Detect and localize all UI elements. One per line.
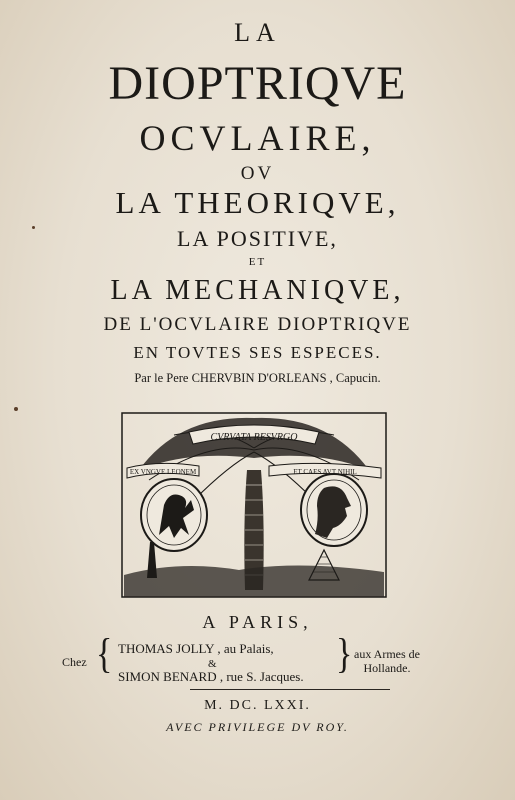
imprint-city: A PARIS, [202,612,313,632]
title-et: ET [248,256,267,268]
motto-left: EX VNGVE LEONEM [129,468,197,476]
printers-emblem [119,410,389,600]
imprint-rule [190,689,390,690]
foxing-spot [14,407,18,411]
title-oculaire: OCVLAIRE, [139,118,376,158]
imprint-date: M. DC. LXXI. [204,698,311,713]
title-toutes-especes: EN TOVTES SES ESPECES. [133,343,382,362]
palm-tree-woodcut [119,410,389,600]
title-la: LA [234,18,281,47]
title-positive: LA POSITIVE, [177,226,338,251]
left-brace-icon: { [96,631,113,678]
title-theorique: LA THEORIQVE, [115,185,400,220]
foxing-spot [32,226,35,229]
author-line: Par le Pere CHERVBIN D'ORLEANS , Capucin. [134,371,381,385]
title-dioptrique: DIOPTRIQVE [108,57,407,110]
sign-line-2: Hollande. [363,660,411,675]
right-brace-icon: } [336,631,353,678]
title-ou: OV [240,163,275,184]
motto-top: CVRVATA RESVRGO [210,432,298,443]
imprint-chez: Chez [62,655,87,669]
title-mechanique: LA MECHANIQVE, [110,275,405,306]
publisher-ampersand: & [208,658,217,670]
imprint-sign [354,648,420,676]
sign-line-1: aux Armes de [354,647,420,661]
motto-right: ET CAES AVT NIHIL [293,468,357,476]
publisher-jolly: THOMAS JOLLY , au Palais, [118,641,274,656]
title-de-loculaire: DE L'OCVLAIRE DIOPTRIQVE [103,314,412,335]
imprint-privilege: AVEC PRIVILEGE DV ROY. [166,720,349,734]
publisher-benard: SIMON BENARD , rue S. Jacques. [118,669,304,684]
